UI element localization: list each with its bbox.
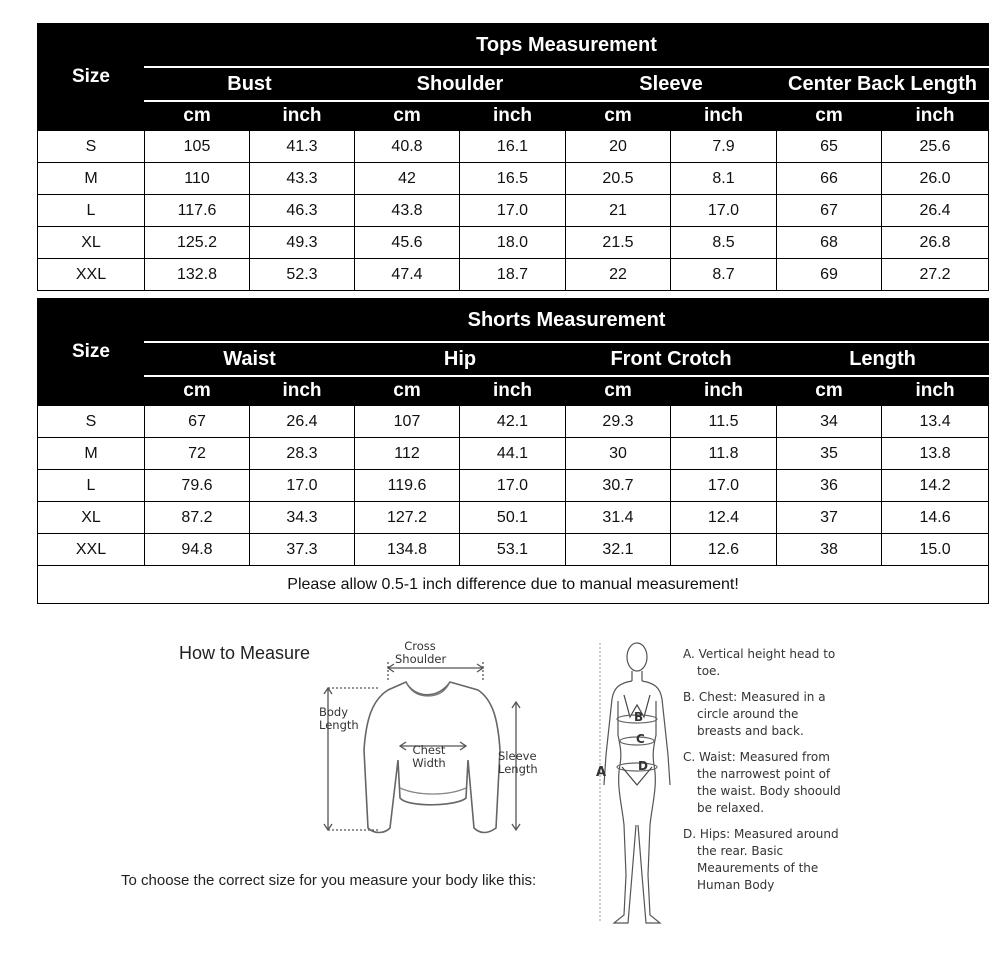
measurement-cell: 7.9 (671, 131, 777, 163)
group-header: Waist (145, 342, 355, 376)
measurement-cell: 25.6 (882, 131, 989, 163)
measurement-cell: 53.1 (460, 534, 566, 566)
measurement-cell: 125.2 (145, 227, 250, 259)
unit-header: inch (882, 376, 989, 406)
unit-header: inch (671, 376, 777, 406)
group-header: Hip (355, 342, 566, 376)
tops-size-table (37, 23, 989, 291)
size-cell: L (38, 195, 145, 227)
measurement-cell: 110 (145, 163, 250, 195)
table-row (38, 406, 989, 438)
measurement-cell: 49.3 (250, 227, 355, 259)
measurement-cell: 30 (566, 438, 671, 470)
measurement-cell: 132.8 (145, 259, 250, 291)
marker-d: D (638, 759, 648, 773)
measurement-cell: 32.1 (566, 534, 671, 566)
cross-shoulder-label: Cross (404, 639, 436, 653)
measurement-cell: 42 (355, 163, 460, 195)
measurement-cell: 8.1 (671, 163, 777, 195)
shorts-size-table (37, 298, 989, 604)
unit-header: inch (882, 101, 989, 131)
measurement-cell: 17.0 (460, 470, 566, 502)
marker-b: B (634, 710, 644, 724)
measurement-cell: 79.6 (145, 470, 250, 502)
measurement-cell: 12.4 (671, 502, 777, 534)
measurement-cell: 134.8 (355, 534, 460, 566)
size-cell: S (38, 406, 145, 438)
measure-legend (683, 646, 843, 903)
legend-item: C. Waist: Measured from the narrowest point of the waist. Body shoould be relaxed. (683, 750, 841, 815)
measurement-cell: 52.3 (250, 259, 355, 291)
measure-instruction: To choose the correct size for you measure your body like this: (121, 872, 537, 889)
unit-header: cm (566, 376, 671, 406)
measurement-cell: 127.2 (355, 502, 460, 534)
size-header: Size (38, 299, 145, 406)
measurement-cell: 26.4 (882, 195, 989, 227)
measurement-cell: 26.0 (882, 163, 989, 195)
measurement-cell: 13.8 (882, 438, 989, 470)
table-row (38, 534, 989, 566)
measurement-cell: 38 (777, 534, 882, 566)
measurement-cell: 37 (777, 502, 882, 534)
measurement-cell: 17.0 (671, 470, 777, 502)
marker-c: C (636, 732, 645, 746)
unit-header: cm (777, 376, 882, 406)
measurement-cell: 20 (566, 131, 671, 163)
group-header: Shoulder (355, 67, 566, 101)
measurement-cell: 94.8 (145, 534, 250, 566)
measurement-cell: 21.5 (566, 227, 671, 259)
group-header: Length (777, 342, 989, 376)
measurement-cell: 22 (566, 259, 671, 291)
measurement-cell: 15.0 (882, 534, 989, 566)
table-row (38, 470, 989, 502)
legend-item: B. Chest: Measured in a circle around the breasts and back. (683, 690, 826, 738)
size-cell: L (38, 470, 145, 502)
unit-header: cm (355, 376, 460, 406)
size-cell: XL (38, 502, 145, 534)
measurement-cell: 40.8 (355, 131, 460, 163)
measurement-cell: 107 (355, 406, 460, 438)
measurement-cell: 26.8 (882, 227, 989, 259)
measurement-cell: 29.3 (566, 406, 671, 438)
measurement-note: Please allow 0.5-1 inch difference due to manual measurement! (38, 566, 989, 604)
table-row (38, 163, 989, 195)
unit-header: cm (566, 101, 671, 131)
measurement-cell: 105 (145, 131, 250, 163)
measurement-cell: 43.8 (355, 195, 460, 227)
measurement-cell: 17.0 (460, 195, 566, 227)
legend-item: D. Hips: Measured around the rear. Basic Meaurements of the Human Body (683, 827, 839, 892)
measurement-cell: 13.4 (882, 406, 989, 438)
measurement-cell: 28.3 (250, 438, 355, 470)
sleeve-length-label: Length (498, 762, 538, 776)
measurement-cell: 66 (777, 163, 882, 195)
table-row (38, 438, 989, 470)
measurement-cell: 26.4 (250, 406, 355, 438)
measurement-cell: 21 (566, 195, 671, 227)
unit-header: cm (777, 101, 882, 131)
unit-header: inch (460, 376, 566, 406)
chest-width-label: Chest (412, 743, 446, 757)
table-row (38, 259, 989, 291)
measurement-cell: 14.2 (882, 470, 989, 502)
measurement-cell: 112 (355, 438, 460, 470)
measurement-cell: 67 (777, 195, 882, 227)
size-cell: XL (38, 227, 145, 259)
unit-header: cm (145, 376, 250, 406)
size-cell: M (38, 163, 145, 195)
size-cell: XXL (38, 534, 145, 566)
measurement-cell: 8.7 (671, 259, 777, 291)
marker-a: A (596, 765, 607, 780)
measurement-cell: 12.6 (671, 534, 777, 566)
measurement-cell: 34 (777, 406, 882, 438)
how-to-measure-section (0, 630, 1000, 950)
cross-shoulder-label: Shoulder (395, 652, 447, 666)
unit-header: inch (250, 376, 355, 406)
measurement-cell: 11.5 (671, 406, 777, 438)
measurement-cell: 16.1 (460, 131, 566, 163)
body-figure-icon (592, 635, 682, 935)
measurement-cell: 36 (777, 470, 882, 502)
measurement-cell: 30.7 (566, 470, 671, 502)
measurement-cell: 37.3 (250, 534, 355, 566)
measurement-cell: 11.8 (671, 438, 777, 470)
size-cell: XXL (38, 259, 145, 291)
measurement-cell: 17.0 (671, 195, 777, 227)
measurement-cell: 31.4 (566, 502, 671, 534)
measurement-cell: 50.1 (460, 502, 566, 534)
measurement-cell: 43.3 (250, 163, 355, 195)
unit-header: inch (671, 101, 777, 131)
unit-header: cm (145, 101, 250, 131)
measurement-cell: 65 (777, 131, 882, 163)
measurement-cell: 41.3 (250, 131, 355, 163)
measurement-cell: 45.6 (355, 227, 460, 259)
table-row (38, 502, 989, 534)
measurement-cell: 117.6 (145, 195, 250, 227)
measurement-cell: 17.0 (250, 470, 355, 502)
shorts-title: Shorts Measurement (145, 299, 989, 343)
unit-header: inch (460, 101, 566, 131)
measurement-cell: 47.4 (355, 259, 460, 291)
table-row (38, 195, 989, 227)
size-cell: S (38, 131, 145, 163)
body-length-label: Body (319, 705, 349, 719)
measurement-cell: 69 (777, 259, 882, 291)
measurement-cell: 42.1 (460, 406, 566, 438)
legend-item: A. Vertical height head to toe. (683, 647, 836, 678)
group-header: Front Crotch (566, 342, 777, 376)
sleeve-length-label: Sleeve (498, 749, 537, 763)
unit-header: inch (250, 101, 355, 131)
measurement-cell: 14.6 (882, 502, 989, 534)
table-row (38, 131, 989, 163)
measurement-cell: 87.2 (145, 502, 250, 534)
table-row (38, 227, 989, 259)
measurement-cell: 8.5 (671, 227, 777, 259)
group-header: Center Back Length (777, 67, 989, 101)
size-cell: M (38, 438, 145, 470)
measurement-cell: 18.7 (460, 259, 566, 291)
measurement-cell: 16.5 (460, 163, 566, 195)
measurement-cell: 68 (777, 227, 882, 259)
measurement-cell: 67 (145, 406, 250, 438)
measurement-cell: 27.2 (882, 259, 989, 291)
measurement-cell: 35 (777, 438, 882, 470)
measurement-cell: 46.3 (250, 195, 355, 227)
body-length-label: Length (319, 718, 359, 732)
measurement-cell: 44.1 (460, 438, 566, 470)
measurement-cell: 72 (145, 438, 250, 470)
chest-width-label: Width (412, 756, 446, 770)
measurement-cell: 18.0 (460, 227, 566, 259)
measurement-cell: 34.3 (250, 502, 355, 534)
size-header: Size (38, 24, 145, 131)
unit-header: cm (355, 101, 460, 131)
group-header: Bust (145, 67, 355, 101)
group-header: Sleeve (566, 67, 777, 101)
measurement-cell: 119.6 (355, 470, 460, 502)
how-to-measure-title: How to Measure (179, 643, 311, 663)
measurement-cell: 20.5 (566, 163, 671, 195)
tops-title: Tops Measurement (145, 24, 989, 68)
